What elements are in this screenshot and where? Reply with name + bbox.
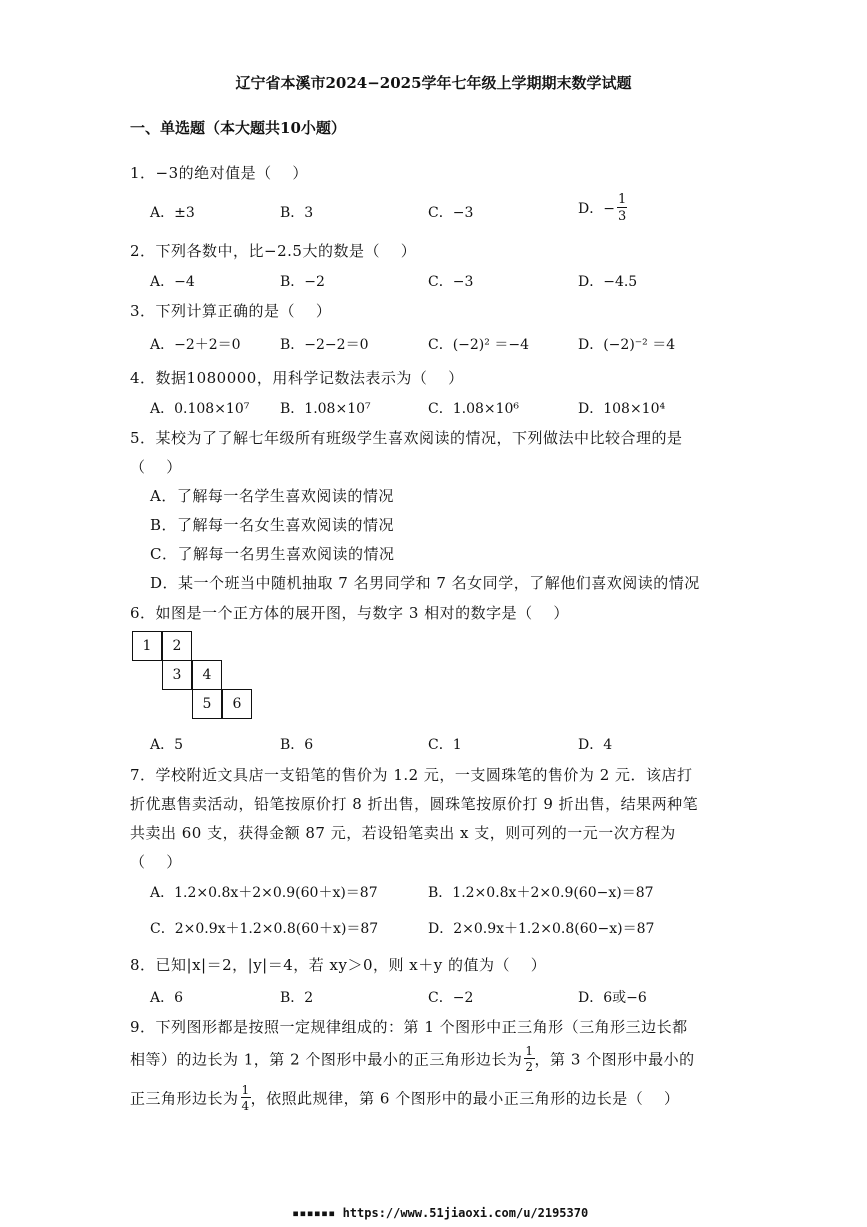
footer-url[interactable]: ▪▪▪▪▪▪ https://www.51jiaoxi.com/u/2195370 xyxy=(292,1206,589,1220)
question-5-stem: 5．某校为了了解七年级所有班级学生喜欢阅读的情况，下列做法中比较合理的是 xyxy=(130,429,683,447)
question-5-option-a: A．了解每一名学生喜欢阅读的情况 xyxy=(150,487,394,505)
question-1-option-d-prefix: D．− xyxy=(578,201,615,217)
question-5-stem-cont: （ ） xyxy=(130,458,182,476)
question-6-option-c: C．1 xyxy=(428,737,462,753)
fraction-one-third xyxy=(617,193,627,223)
question-4-option-c: C．1.08×10⁶ xyxy=(428,401,520,417)
question-6-option-b: B．6 xyxy=(280,737,314,753)
question-4-stem: 4．数据1080000，用科学记数法表示为（ ） xyxy=(130,369,464,387)
question-8-option-b: B．2 xyxy=(280,990,314,1006)
cube-net-cell: 5 xyxy=(192,689,222,719)
question-8-option-d: D．6或−6 xyxy=(578,990,647,1006)
question-9-stem-line-2 xyxy=(130,1045,695,1073)
question-2-option-c: C．−3 xyxy=(428,274,474,290)
question-3-option-c: C．(−2)² ＝−4 xyxy=(428,337,529,353)
question-2-option-a: A．−4 xyxy=(150,274,195,290)
question-2-option-d: D．−4.5 xyxy=(578,274,638,290)
question-7-stem-line-1: 7．学校附近文具店一支铅笔的售价为 1.2 元，一支圆珠笔的售价为 2 元．该店打 xyxy=(130,766,693,784)
question-8-option-a: A．6 xyxy=(150,990,184,1006)
question-5-option-d: D．某一个班当中随机抽取 7 名男同学和 7 名女同学，了解他们喜欢阅读的情况 xyxy=(150,574,700,592)
fraction-denominator: 3 xyxy=(617,209,627,224)
question-2-stem: 2．下列各数中，比−2.5大的数是（ ） xyxy=(130,242,417,260)
question-1-stem: 1．−3的绝对值是（ ） xyxy=(130,164,308,182)
fraction-one-half xyxy=(524,1045,534,1073)
question-7-stem-line-3: 共卖出 60 支，获得金额 87 元，若设铅笔卖出 x 支，则可列的一元一次方程为 xyxy=(130,824,676,842)
question-9-stem-line-3 xyxy=(130,1084,680,1112)
question-8-stem: 8．已知|x|＝2，|y|＝4，若 xy＞0，则 x＋y 的值为（ ） xyxy=(130,956,547,974)
question-7-stem-line-2: 折优惠售卖活动，铅笔按原价打 8 折出售，圆珠笔按原价打 9 折出售，结果两种笔 xyxy=(130,795,699,813)
question-7-stem-line-4: （ ） xyxy=(130,853,182,871)
question-4-option-a: A．0.108×10⁷ xyxy=(150,401,250,417)
fraction-numerator: 1 xyxy=(241,1083,250,1097)
question-6-option-d: D．4 xyxy=(578,737,613,753)
question-1-option-b: B．3 xyxy=(280,205,314,221)
cube-net-cell: 2 xyxy=(162,631,192,661)
fraction-denominator: 2 xyxy=(525,1060,534,1074)
fraction-one-quarter xyxy=(241,1084,251,1112)
question-1-option-c: C．−3 xyxy=(428,205,474,221)
question-3-option-a: A．−2＋2＝0 xyxy=(150,337,241,353)
cube-net-cell: 4 xyxy=(192,660,222,690)
question-9-text: ，依照此规律，第 6 个图形中的最小正三角形的边长是（ ） xyxy=(250,1089,680,1108)
cube-net-cell: 3 xyxy=(162,660,192,690)
cube-net-cell: 1 xyxy=(132,631,162,661)
question-2-option-b: B．−2 xyxy=(280,274,325,290)
question-9-text: ，第 3 个图形中最小的 xyxy=(534,1050,695,1069)
question-7-option-b: B．1.2×0.8x＋2×0.9(60−x)＝87 xyxy=(428,885,654,901)
question-8-option-c: C．−2 xyxy=(428,990,474,1006)
question-3-option-d: D．(−2)⁻² ＝4 xyxy=(578,337,676,353)
question-6-option-a: A．5 xyxy=(150,737,184,753)
page-title: 辽宁省本溪市2024−2025学年七年级上学期期末数学试题 xyxy=(235,74,632,92)
question-1-option-d xyxy=(578,193,627,223)
question-5-option-b: B．了解每一名女生喜欢阅读的情况 xyxy=(150,516,395,534)
question-3-stem: 3．下列计算正确的是（ ） xyxy=(130,302,332,320)
question-4-option-d: D．108×10⁴ xyxy=(578,401,666,417)
question-9-text: 相等）的边长为 1，第 2 个图形中最小的正三角形边长为 xyxy=(130,1050,523,1069)
question-9-stem-line-1: 9．下列图形都是按照一定规律组成的：第 1 个图形中正三角形（三角形三边长都 xyxy=(130,1018,688,1036)
question-7-option-c: C．2×0.9x＋1.2×0.8(60＋x)＝87 xyxy=(150,921,379,937)
fraction-numerator: 1 xyxy=(617,192,627,207)
fraction-denominator: 4 xyxy=(241,1099,250,1113)
question-5-option-c: C．了解每一名男生喜欢阅读的情况 xyxy=(150,545,395,563)
question-4-option-b: B．1.08×10⁷ xyxy=(280,401,371,417)
question-7-option-d: D．2×0.9x＋1.2×0.8(60−x)＝87 xyxy=(428,921,655,937)
question-3-option-b: B．−2−2＝0 xyxy=(280,337,369,353)
fraction-numerator: 1 xyxy=(525,1044,534,1058)
question-6-stem: 6．如图是一个正方体的展开图，与数字 3 相对的数字是（ ） xyxy=(130,604,569,622)
cube-net-cell: 6 xyxy=(222,689,252,719)
section-heading: 一、单选题（本大题共10小题） xyxy=(130,119,346,137)
question-9-text: 正三角形边长为 xyxy=(130,1089,239,1108)
question-1-option-a: A．±3 xyxy=(150,205,195,221)
question-7-option-a: A．1.2×0.8x＋2×0.9(60＋x)＝87 xyxy=(150,885,378,901)
